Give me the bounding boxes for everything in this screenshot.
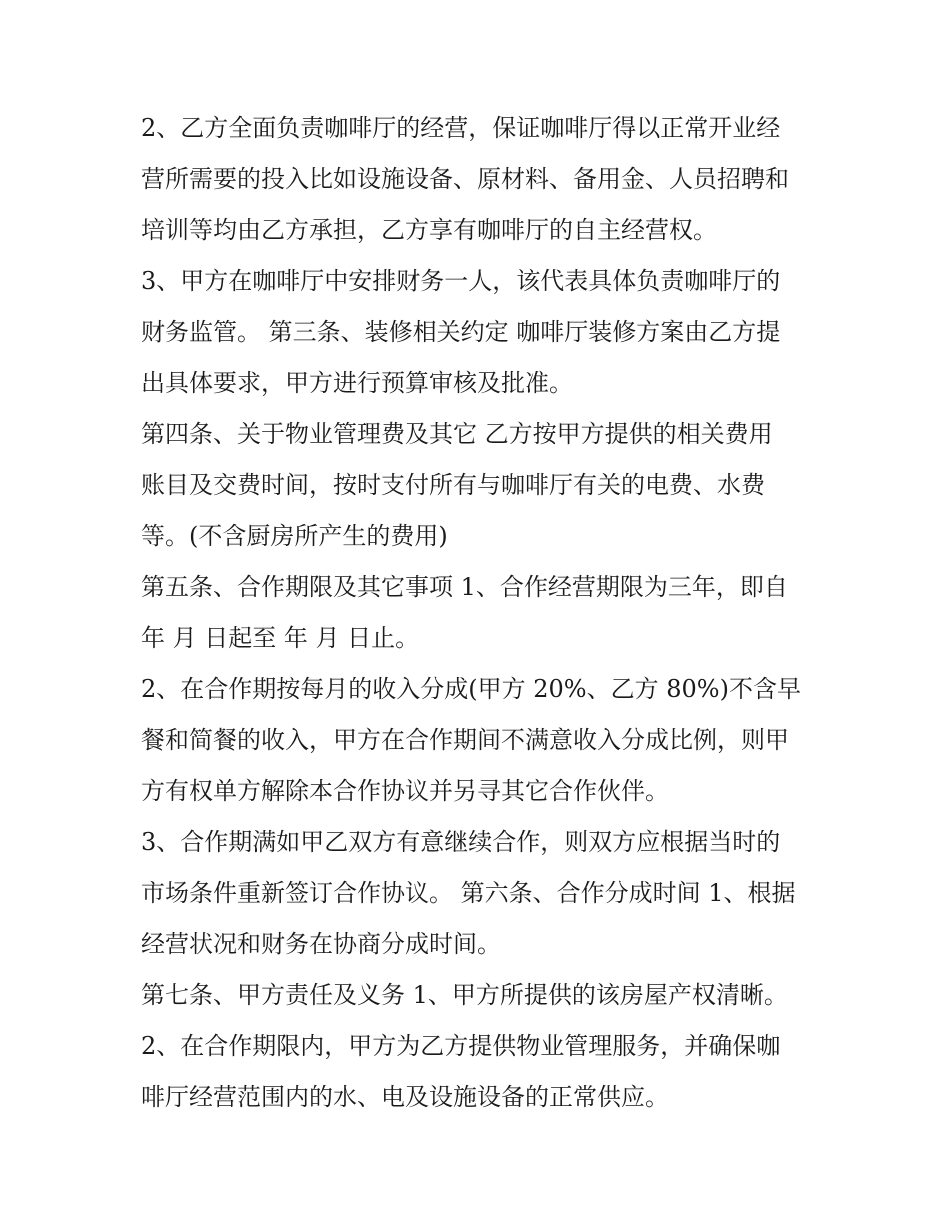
text-line: 经营状况和财务在协商分成时间。 (141, 930, 501, 958)
text-line: 财务监管。 第三条、装修相关约定 咖啡厅装修方案由乙方提 (141, 318, 781, 346)
text-line: 账目及交费时间，按时支付所有与咖啡厅有关的电费、水费 (141, 471, 765, 499)
document-body (141, 103, 821, 1123)
text-line: 2、乙方全面负责咖啡厅的经营，保证咖啡厅得以正常开业经 (141, 114, 781, 142)
text-line: 2、在合作期限内，甲方为乙方提供物业管理服务，并确保咖 (141, 1032, 781, 1060)
text-line: 啡厅经营范围内的水、电及设施设备的正常供应。 (141, 1083, 669, 1111)
text-line: 等。(不含厨房所产生的费用) (141, 522, 448, 550)
text-line: 方有权单方解除本合作协议并另寻其它合作伙伴。 (141, 777, 669, 805)
text-line: 餐和简餐的收入，甲方在合作期间不满意收入分成比例，则甲 (141, 726, 789, 754)
text-line: 出具体要求，甲方进行预算审核及批准。 (141, 369, 573, 397)
text-line: 3、甲方在咖啡厅中安排财务一人，该代表具体负责咖啡厅的 (141, 267, 781, 295)
text-line: 3、合作期满如甲乙双方有意继续合作，则双方应根据当时的 (141, 828, 781, 856)
text-line: 营所需要的投入比如设施设备、原材料、备用金、人员招聘和 (141, 165, 789, 193)
text-line: 第四条、关于物业管理费及其它 乙方按甲方提供的相关费用 (141, 420, 773, 448)
text-line: 市场条件重新签订合作协议。 第六条、合作分成时间 1、根据 (141, 879, 796, 907)
text-line: 培训等均由乙方承担，乙方享有咖啡厅的自主经营权。 (141, 216, 717, 244)
text-line: 第七条、甲方责任及义务 1、甲方所提供的该房屋产权清晰。 (141, 981, 788, 1009)
text-line: 2、在合作期按每月的收入分成(甲方 20%、乙方 80%)不含早 (141, 675, 801, 703)
text-line: 年 月 日起至 年 月 日止。 (141, 624, 420, 652)
text-line: 第五条、合作期限及其它事项 1、合作经营期限为三年，即自 (141, 573, 788, 601)
